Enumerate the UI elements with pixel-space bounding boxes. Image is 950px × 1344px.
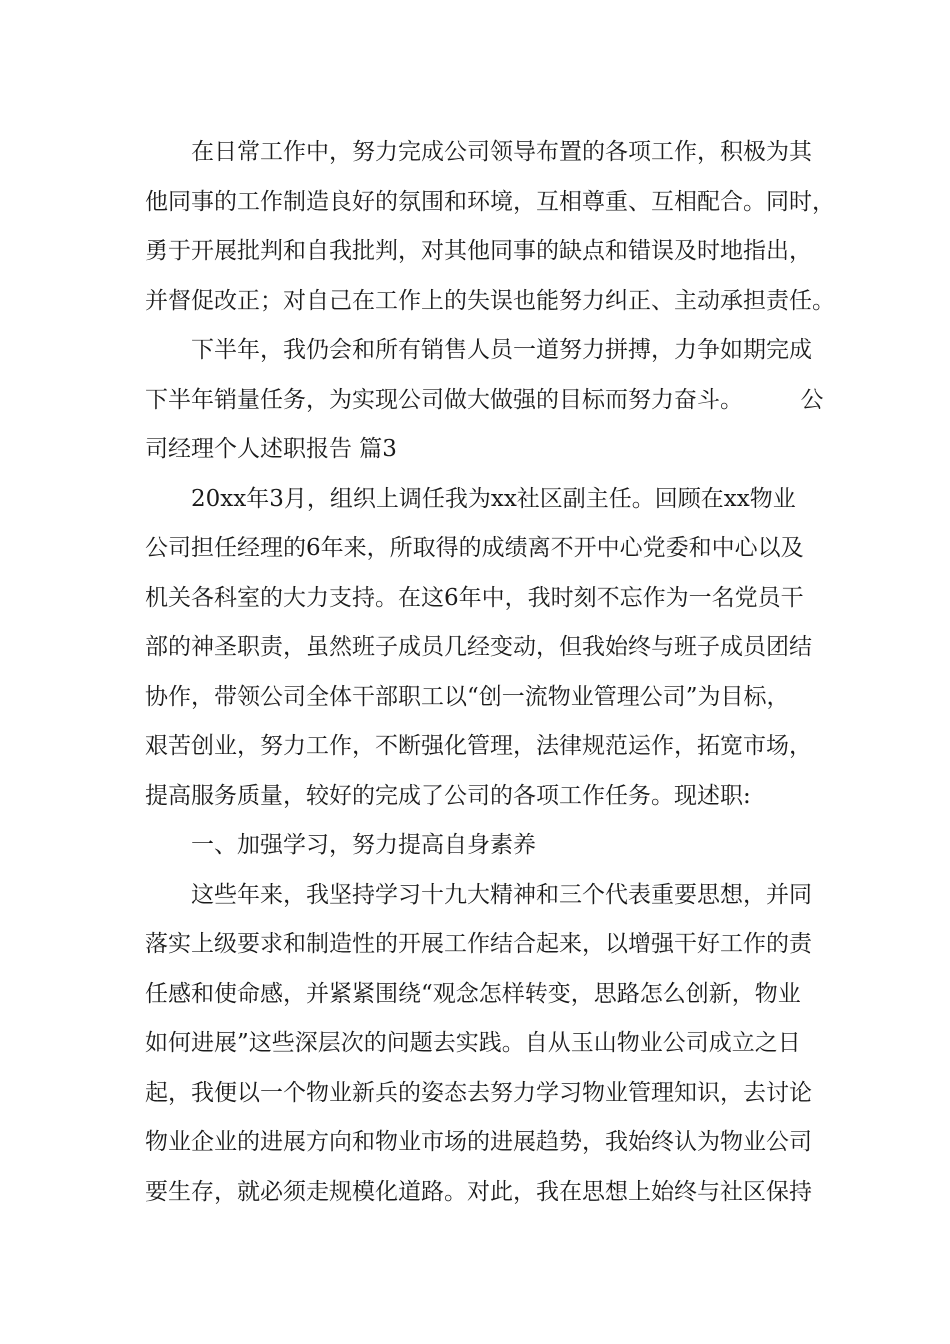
paragraph-line: 艰苦创业，努力工作，不断强化管理，法律规范运作，拓宽市场， xyxy=(145,733,812,759)
paragraph-line: 要生存，就必须走规模化道路。对此，我在思想上始终与社区保持 xyxy=(145,1178,812,1205)
paragraph-line: 任感和使命感，并紧紧围绕“观念怎样转变，思路怎么创新，物业 xyxy=(145,980,801,1007)
paragraph-line: 这些年来，我坚持学习十九大精神和三个代表重要思想，并同 xyxy=(191,881,812,908)
paragraph-line: 机关各科室的大力支持。在这6年中，我时刻不忘作为一名党员干 xyxy=(145,584,804,611)
paragraph-line: 提高服务质量，较好的完成了公司的各项工作任务。现述职: xyxy=(145,782,751,809)
paragraph-line: 部的神圣职责，虽然班子成员几经变动，但我始终与班子成员团结 xyxy=(145,634,812,660)
paragraph-line: 协作，带领公司全体干部职工以“创一流物业管理公司”为目标， xyxy=(145,683,790,710)
paragraph-line: 公司担任经理的6年来，所取得的成绩离不开中心党委和中心以及 xyxy=(145,535,804,561)
paragraph-line: 20xx年3月，组织上调任我为xx社区副主任。回顾在xx物业 xyxy=(191,485,796,512)
paragraph-line: 他同事的工作制造良好的氛围和环境，互相尊重、互相配合。同时， xyxy=(145,188,835,215)
section-title-line: 司经理个人述职报告 篇3 xyxy=(145,436,397,462)
section-heading: 一、加强学习，努力提高自身素养 xyxy=(191,832,536,858)
paragraph-line: 起，我便以一个物业新兵的姿态去努力学习物业管理知识，去讨论 xyxy=(145,1079,812,1106)
paragraph-line: 物业企业的进展方向和物业市场的进展趋势，我始终认为物业公司 xyxy=(145,1129,812,1155)
paragraph-line: 勇于开展批判和自我批判，对其他同事的缺点和错误及时地指出， xyxy=(145,238,812,264)
paragraph-line: 在日常工作中，努力完成公司领导布置的各项工作，积极为其 xyxy=(191,139,812,165)
paragraph-line: 落实上级要求和制造性的开展工作结合起来，以增强干好工作的责 xyxy=(145,931,812,957)
document-body xyxy=(145,128,835,1217)
paragraph-line: 下半年销量任务，为实现公司做大做强的目标而努力奋斗。 公 xyxy=(145,386,824,413)
paragraph-line: 并督促改正；对自己在工作上的失误也能努力纠正、主动承担责任。 xyxy=(145,287,835,314)
paragraph-line: 如何进展”这些深层次的问题去实践。自从玉山物业公司成立之日 xyxy=(145,1030,801,1056)
paragraph-line: 下半年，我仍会和所有销售人员一道努力拼搏，力争如期完成 xyxy=(191,337,812,363)
